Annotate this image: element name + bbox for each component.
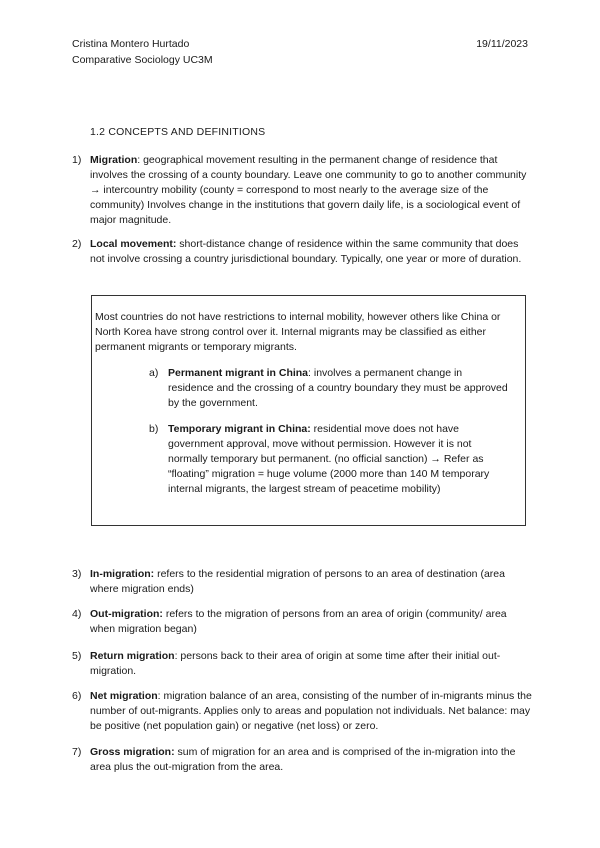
item-number: 2) xyxy=(72,238,82,250)
definition-item-net-migration xyxy=(72,689,532,734)
item-body xyxy=(90,745,532,775)
author-name: Cristina Montero Hurtado xyxy=(72,38,190,50)
definition-item-local-movement xyxy=(72,237,532,267)
section-title: 1.2 CONCEPTS AND DEFINITIONS xyxy=(90,126,266,138)
item-term: Migration xyxy=(90,154,138,166)
item-term: Local movement: xyxy=(90,238,177,250)
item-text: refers to the migration of persons from an area of origin (community/ area when migration began) xyxy=(90,608,507,635)
item-number: 7) xyxy=(72,746,82,758)
subitem-term: Permanent migrant in China xyxy=(168,367,309,379)
subitem-letter: b) xyxy=(149,423,159,435)
item-text: refers to the residential migration of persons to an area of destination (area where migration ends) xyxy=(90,568,505,595)
definition-item-return-migration xyxy=(72,649,532,679)
item-body xyxy=(90,567,532,597)
subitem-temporary-migrant xyxy=(149,422,509,497)
definition-item-gross-migration xyxy=(72,745,532,775)
item-term: In-migration: xyxy=(90,568,155,580)
subitem-text: : involves a permanent change in residence and the crossing of a country boundary they must be approved by the government. xyxy=(168,367,508,409)
definition-item-out-migration xyxy=(72,607,532,637)
item-term: Out-migration: xyxy=(90,608,163,620)
definition-item-migration xyxy=(72,153,532,228)
item-body xyxy=(90,153,532,228)
subitem-letter: a) xyxy=(149,367,159,379)
subitem-body xyxy=(168,422,509,497)
subitem-body xyxy=(168,366,509,411)
item-text: sum of migration for an area and is comprised of the in-migration into the area plus the out-migration from the area. xyxy=(90,746,516,773)
box-intro-text: Most countries do not have restrictions to internal mobility, however others like China or North Korea have strong control over it. Internal migrants may be classified as either permanent migrants or temporary migrants. xyxy=(95,311,501,353)
item-text: short-distance change of residence within the same community that does not involve crossing a country jurisdictional boundary. Typically, one year or more of duration. xyxy=(90,238,522,265)
item-body xyxy=(90,237,532,267)
item-text: : migration balance of an area, consisting of the number of in-migrants minus the number of out-migrants. Applies only to areas and population not individuals. Net balance: may be positive (net population gain) or negative (net loss) or zero. xyxy=(90,690,532,732)
document-date: 19/11/2023 xyxy=(476,38,528,50)
china-migration-box xyxy=(91,295,526,526)
item-body xyxy=(90,649,532,679)
item-body xyxy=(90,689,532,734)
header-left xyxy=(72,36,213,68)
item-number: 5) xyxy=(72,650,82,662)
item-term: Return migration xyxy=(90,650,175,662)
item-term: Gross migration: xyxy=(90,746,175,758)
item-body xyxy=(90,607,532,637)
subitem-text: residential move does not have government approval, move without permission. However it is not normally temporary but permanent. (no official sanction) → Refer as “floating” migration = huge volume (2000 more than 140 M temporary internal migrants, the largest stream of peacetime mobility) xyxy=(168,423,490,495)
course-name: Comparative Sociology UC3M xyxy=(72,54,213,66)
item-number: 4) xyxy=(72,608,82,620)
header-right xyxy=(476,36,528,52)
definition-item-in-migration xyxy=(72,567,532,597)
subitem-term: Temporary migrant in China: xyxy=(168,423,311,435)
subitem-permanent-migrant xyxy=(149,366,509,411)
item-term: Net migration xyxy=(90,690,158,702)
item-text: : persons back to their area of origin at some time after their initial out-migration. xyxy=(90,650,501,677)
item-number: 3) xyxy=(72,568,82,580)
item-text: : geographical movement resulting in the permanent change of residence that involves the crossing of a county boundary. Leave one community to go to another community → intercountry mobility (county = correspond to most nearly to the average size of the community) Involves change in the institutions that govern daily life, is a sociological event of major magnitude. xyxy=(90,154,527,226)
item-number: 1) xyxy=(72,154,82,166)
item-number: 6) xyxy=(72,690,82,702)
